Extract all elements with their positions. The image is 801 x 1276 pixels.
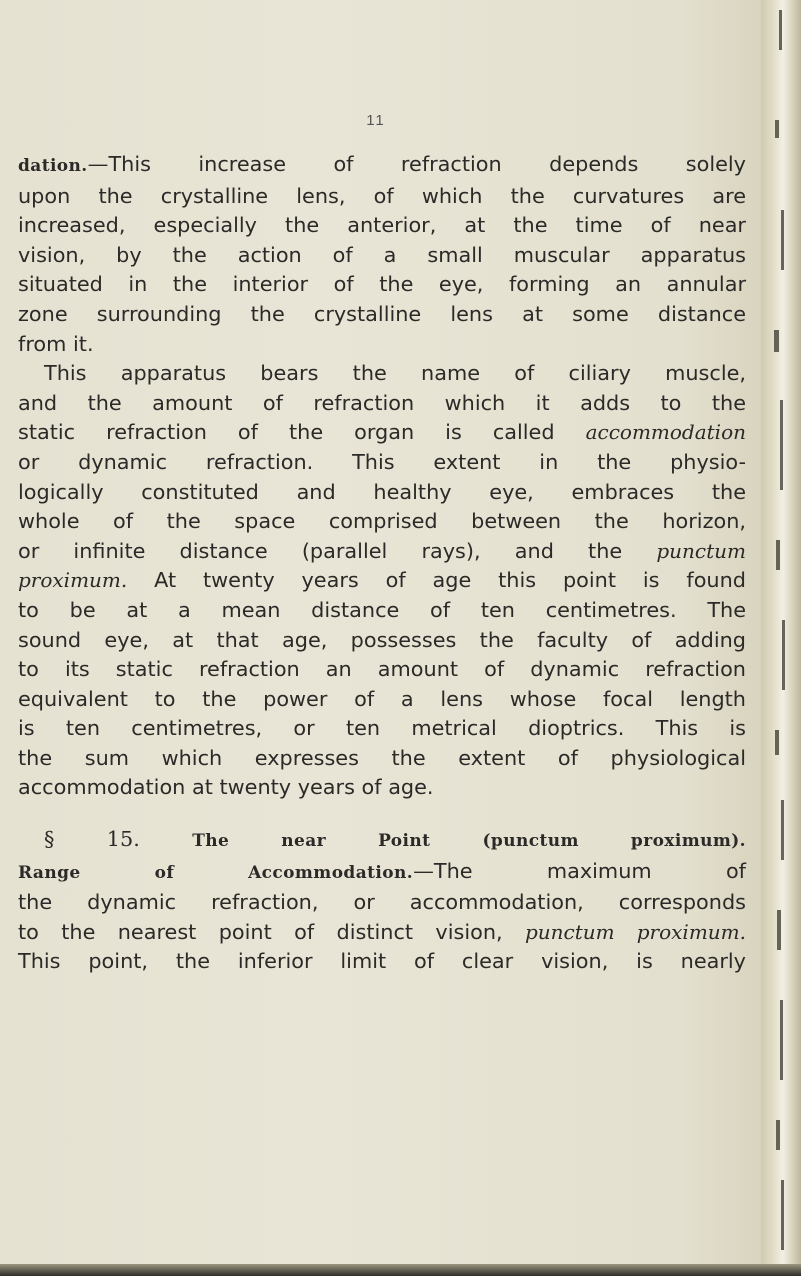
- section-heading: The near Point (punctum proximum).: [192, 831, 746, 852]
- text-line: proximum. At twenty years of age this point is found: [18, 568, 746, 593]
- text-line: upon the crystalline lens, of which the curvatures are: [18, 183, 746, 208]
- text-line: increased, especially the anterior, at the time of near: [18, 213, 746, 238]
- italic-term: punctum: [656, 538, 746, 563]
- body-text: [18, 150, 746, 977]
- text-line: the dynamic refraction, or accommodation, corresponds: [18, 890, 746, 915]
- text-line: sound eye, at that age, possesses the faculty of adding: [18, 627, 746, 652]
- text-line: from it.: [18, 331, 94, 356]
- spacer: [18, 803, 746, 825]
- text-line: to the nearest point of distinct vision, punctum proximum.: [18, 919, 746, 944]
- text-line: This point, the inferior limit of clear vision, is nearly: [18, 949, 746, 974]
- adjacent-page-edge: [761, 0, 801, 1276]
- text-line: vision, by the action of a small muscular apparatus: [18, 242, 746, 267]
- text-line: logically constituted and healthy eye, embraces the: [18, 479, 746, 504]
- italic-term: punctum proximum.: [524, 919, 746, 944]
- section-heading-fragment: dation.: [18, 156, 88, 176]
- section-heading-line: [18, 825, 746, 857]
- text-line: zone surrounding the crystalline lens at some distance: [18, 301, 746, 326]
- text-line: whole of the space comprised between the horizon,: [18, 509, 746, 534]
- page-number: 11: [366, 112, 386, 129]
- text-line: dation.—This increase of refraction depends solely: [18, 152, 746, 176]
- text-line: is ten centimetres, or ten metrical dioptrics. This is: [18, 716, 746, 741]
- text-line: or infinite distance (parallel rays), and the punctum: [18, 538, 746, 563]
- text-line: accommodation at twenty years of age.: [18, 775, 434, 800]
- text-line: and the amount of refraction which it adds to the: [18, 390, 746, 415]
- italic-term: accommodation: [585, 420, 746, 445]
- section-number: § 15.: [44, 827, 140, 852]
- italic-term: proximum.: [18, 568, 128, 593]
- text-line: to be at a mean distance of ten centimetres. The: [18, 597, 746, 622]
- text-line: the sum which expresses the extent of physiological: [18, 745, 746, 770]
- text-line: equivalent to the power of a lens whose focal length: [18, 686, 746, 711]
- text-line: to its static refraction an amount of dynamic refraction: [18, 657, 746, 682]
- text-line: static refraction of the organ is called accommodation: [18, 420, 746, 445]
- text-line: situated in the interior of the eye, forming an annular: [18, 272, 746, 297]
- section-subheading: Range of Accommodation.: [18, 862, 414, 883]
- text-line: or dynamic refraction. This extent in the physio-: [18, 449, 746, 474]
- edge-print-marks: [769, 0, 793, 1276]
- text-line: Range of Accommodation.—The maximum of: [18, 858, 746, 883]
- text-line: This apparatus bears the name of ciliary muscle,: [44, 361, 746, 386]
- page-bottom-edge: [0, 1264, 801, 1276]
